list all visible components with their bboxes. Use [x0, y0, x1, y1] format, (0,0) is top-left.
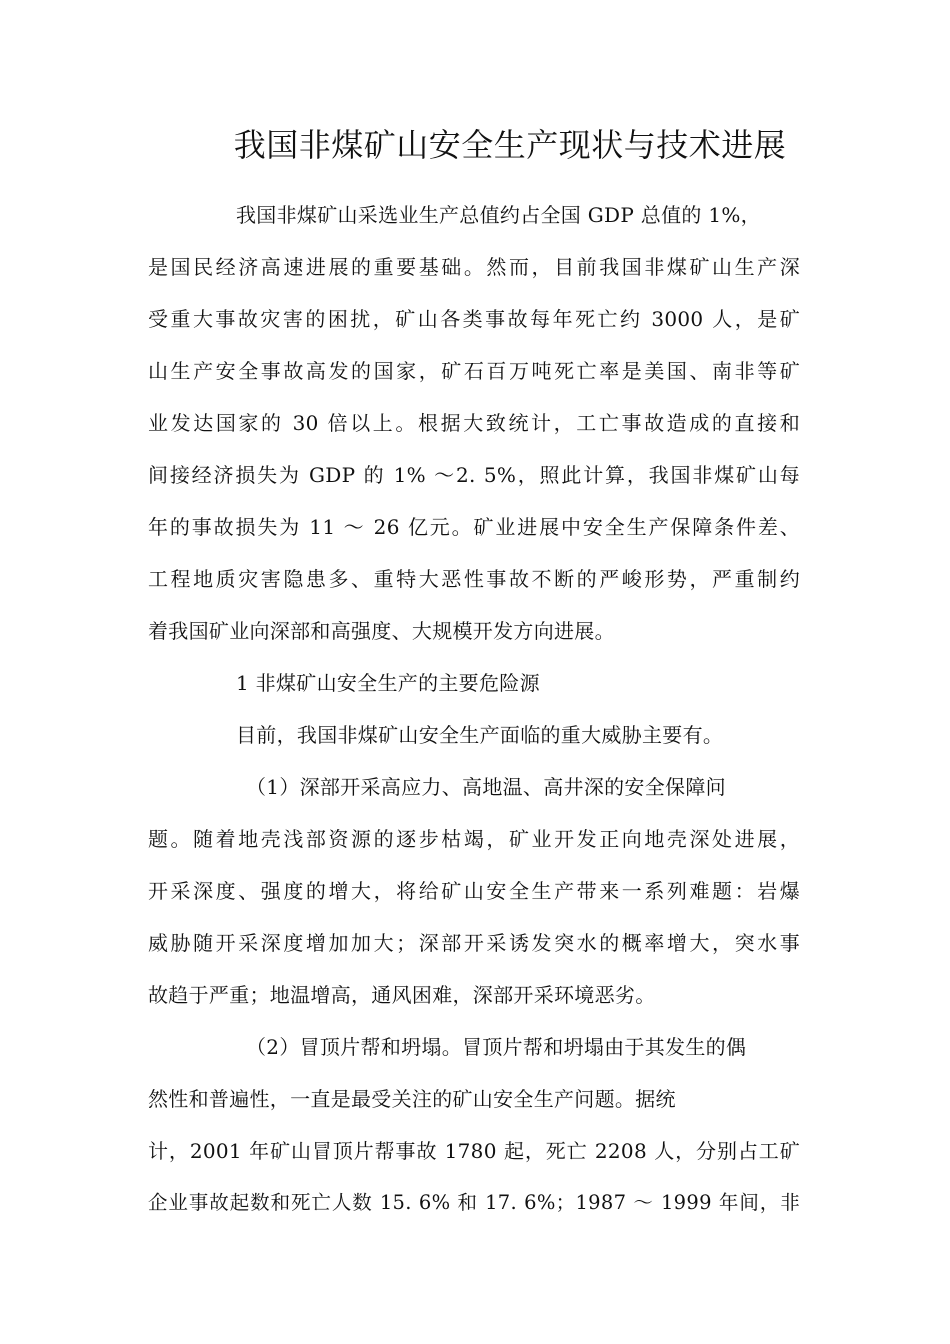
- paragraph-line: 受重大事故灾害的困扰，矿山各类事故每年死亡约 3000 人，是矿: [148, 307, 800, 331]
- paragraph-line: 山生产安全事故高发的国家，矿石百万吨死亡率是美国、南非等矿: [148, 359, 800, 383]
- paragraph-line: 业发达国家的 30 倍以上。根据大致统计，工亡事故造成的直接和: [148, 411, 800, 435]
- paragraph-line: 我国非煤矿山采选业生产总值约占全国 GDP 总值的 1%，: [236, 203, 761, 227]
- paragraph-line: 然性和普遍性，一直是最受关注的矿山安全生产问题。据统: [148, 1087, 676, 1111]
- paragraph-line: 故趋于严重；地温增高，通风困难，深部开采环境恶劣。: [148, 983, 656, 1007]
- list-item-line: （2）冒顶片帮和坍塌。冒顶片帮和坍塌由于其发生的偶: [246, 1035, 747, 1059]
- list-item-line: （1）深部开采高应力、高地温、高井深的安全保障问: [246, 775, 726, 799]
- paragraph-line: 开采深度、强度的增大，将给矿山安全生产带来一系列难题：岩爆: [148, 879, 800, 903]
- paragraph-line: 威胁随开采深度增加加大；深部开采诱发突水的概率增大，突水事: [148, 931, 800, 955]
- paragraph-line: 是国民经济高速进展的重要基础。然而，目前我国非煤矿山生产深: [148, 255, 800, 279]
- paragraph-line: 计，2001 年矿山冒顶片帮事故 1780 起，死亡 2208 人，分别占工矿: [148, 1139, 800, 1163]
- paragraph-line: 题。随着地壳浅部资源的逐步枯竭，矿业开发正向地壳深处进展，: [148, 827, 800, 851]
- paragraph-line: 着我国矿业向深部和高强度、大规模开发方向进展。: [148, 619, 615, 643]
- paragraph-line: 年的事故损失为 11 ～ 26 亿元。矿业进展中安全生产保障条件差、: [148, 515, 800, 539]
- paragraph-line: 工程地质灾害隐患多、重特大恶性事故不断的严峻形势，严重制约: [148, 567, 800, 591]
- document-title: 我国非煤矿山安全生产现状与技术进展: [233, 126, 787, 164]
- paragraph-line: 目前，我国非煤矿山安全生产面临的重大威胁主要有。: [236, 723, 724, 747]
- section-heading: 1 非煤矿山安全生产的主要危险源: [236, 671, 540, 695]
- paragraph-line: 间接经济损失为 GDP 的 1% ～2. 5%，照此计算，我国非煤矿山每: [148, 463, 800, 487]
- paragraph-line: 企业事故起数和死亡人数 15. 6% 和 17. 6%；1987 ～ 1999 年间，非: [148, 1191, 800, 1214]
